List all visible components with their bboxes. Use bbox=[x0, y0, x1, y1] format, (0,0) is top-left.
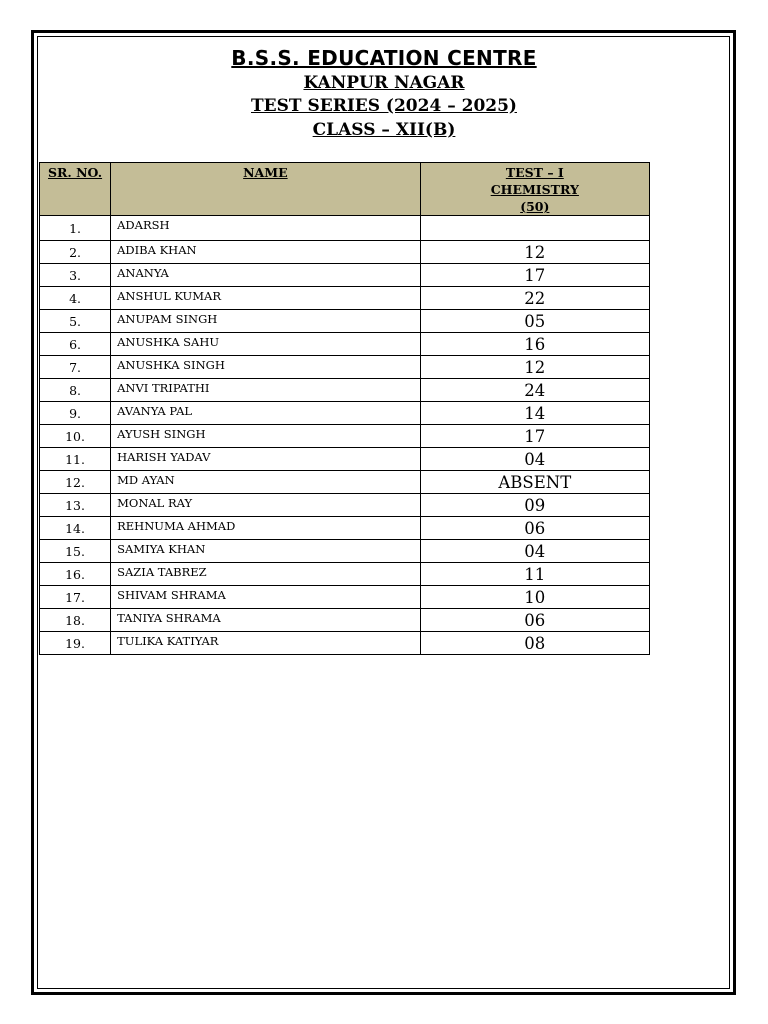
table-row bbox=[40, 310, 650, 333]
table-row bbox=[40, 287, 650, 310]
name-cell: MD AYAN bbox=[111, 471, 421, 494]
table-header-row bbox=[40, 163, 650, 216]
name-cell: ANUSHKA SINGH bbox=[111, 356, 421, 379]
table-row bbox=[40, 448, 650, 471]
marks-cell: 09 bbox=[420, 494, 649, 517]
marks-cell: 05 bbox=[420, 310, 649, 333]
sr-cell: 1. bbox=[40, 216, 111, 241]
marks-cell: 17 bbox=[420, 425, 649, 448]
series-title: TEST SERIES (2024 – 2025) bbox=[251, 96, 517, 116]
sr-cell: 3. bbox=[40, 264, 111, 287]
sr-cell: 15. bbox=[40, 540, 111, 563]
sr-cell: 19. bbox=[40, 632, 111, 655]
header-test-line1: TEST – I bbox=[505, 165, 564, 180]
marks-cell: 06 bbox=[420, 609, 649, 632]
table-row bbox=[40, 356, 650, 379]
name-cell: HARISH YADAV bbox=[111, 448, 421, 471]
name-cell: SAMIYA KHAN bbox=[111, 540, 421, 563]
table-row bbox=[40, 471, 650, 494]
name-cell: ANSHUL KUMAR bbox=[111, 287, 421, 310]
name-cell: SAZIA TABREZ bbox=[111, 563, 421, 586]
sr-cell: 8. bbox=[40, 379, 111, 402]
header-name: NAME bbox=[111, 163, 421, 216]
name-cell: AVANYA PAL bbox=[111, 402, 421, 425]
header-test bbox=[420, 163, 649, 216]
table-row bbox=[40, 563, 650, 586]
sr-cell: 10. bbox=[40, 425, 111, 448]
marks-cell: 16 bbox=[420, 333, 649, 356]
marks-cell: ABSENT bbox=[420, 471, 649, 494]
name-cell: SHIVAM SHRAMA bbox=[111, 586, 421, 609]
marks-cell: 06 bbox=[420, 517, 649, 540]
sr-cell: 14. bbox=[40, 517, 111, 540]
marks-cell: 22 bbox=[420, 287, 649, 310]
table-row bbox=[40, 586, 650, 609]
name-cell: MONAL RAY bbox=[111, 494, 421, 517]
sr-cell: 12. bbox=[40, 471, 111, 494]
name-cell: ANUPAM SINGH bbox=[111, 310, 421, 333]
name-cell: AYUSH SINGH bbox=[111, 425, 421, 448]
table-row bbox=[40, 402, 650, 425]
sr-cell: 7. bbox=[40, 356, 111, 379]
sr-cell: 11. bbox=[40, 448, 111, 471]
header-test-line3: (50) bbox=[520, 199, 550, 214]
institution-title: B.S.S. EDUCATION CENTRE bbox=[231, 46, 537, 70]
table-row bbox=[40, 517, 650, 540]
marks-cell: 12 bbox=[420, 241, 649, 264]
marks-cell bbox=[420, 216, 649, 241]
sr-cell: 16. bbox=[40, 563, 111, 586]
sr-cell: 13. bbox=[40, 494, 111, 517]
header-sr-no: SR. NO. bbox=[40, 163, 111, 216]
header-test-line2: CHEMISTRY bbox=[490, 182, 579, 197]
marks-cell: 04 bbox=[420, 448, 649, 471]
sr-cell: 4. bbox=[40, 287, 111, 310]
table-row bbox=[40, 379, 650, 402]
table-row bbox=[40, 241, 650, 264]
table-row bbox=[40, 632, 650, 655]
table-body bbox=[40, 216, 650, 655]
sr-cell: 5. bbox=[40, 310, 111, 333]
name-cell: TANIYA SHRAMA bbox=[111, 609, 421, 632]
table-row bbox=[40, 333, 650, 356]
sr-cell: 18. bbox=[40, 609, 111, 632]
name-cell: ANANYA bbox=[111, 264, 421, 287]
name-cell: ADARSH bbox=[111, 216, 421, 241]
class-title: CLASS – XII(B) bbox=[312, 120, 456, 140]
table-row bbox=[40, 216, 650, 241]
table-row bbox=[40, 425, 650, 448]
marks-cell: 24 bbox=[420, 379, 649, 402]
results-table bbox=[39, 162, 650, 655]
marks-cell: 10 bbox=[420, 586, 649, 609]
table-row bbox=[40, 540, 650, 563]
name-cell: TULIKA KATIYAR bbox=[111, 632, 421, 655]
name-cell: ADIBA KHAN bbox=[111, 241, 421, 264]
marks-cell: 08 bbox=[420, 632, 649, 655]
name-cell: REHNUMA AHMAD bbox=[111, 517, 421, 540]
location-title: KANPUR NAGAR bbox=[303, 73, 465, 93]
sr-cell: 6. bbox=[40, 333, 111, 356]
sr-cell: 2. bbox=[40, 241, 111, 264]
sr-cell: 17. bbox=[40, 586, 111, 609]
name-cell: ANUSHKA SAHU bbox=[111, 333, 421, 356]
table-row bbox=[40, 609, 650, 632]
marks-cell: 14 bbox=[420, 402, 649, 425]
table-row bbox=[40, 264, 650, 287]
sr-cell: 9. bbox=[40, 402, 111, 425]
name-cell: ANVI TRIPATHI bbox=[111, 379, 421, 402]
table-row bbox=[40, 494, 650, 517]
marks-cell: 11 bbox=[420, 563, 649, 586]
marks-cell: 04 bbox=[420, 540, 649, 563]
marks-cell: 12 bbox=[420, 356, 649, 379]
marks-cell: 17 bbox=[420, 264, 649, 287]
